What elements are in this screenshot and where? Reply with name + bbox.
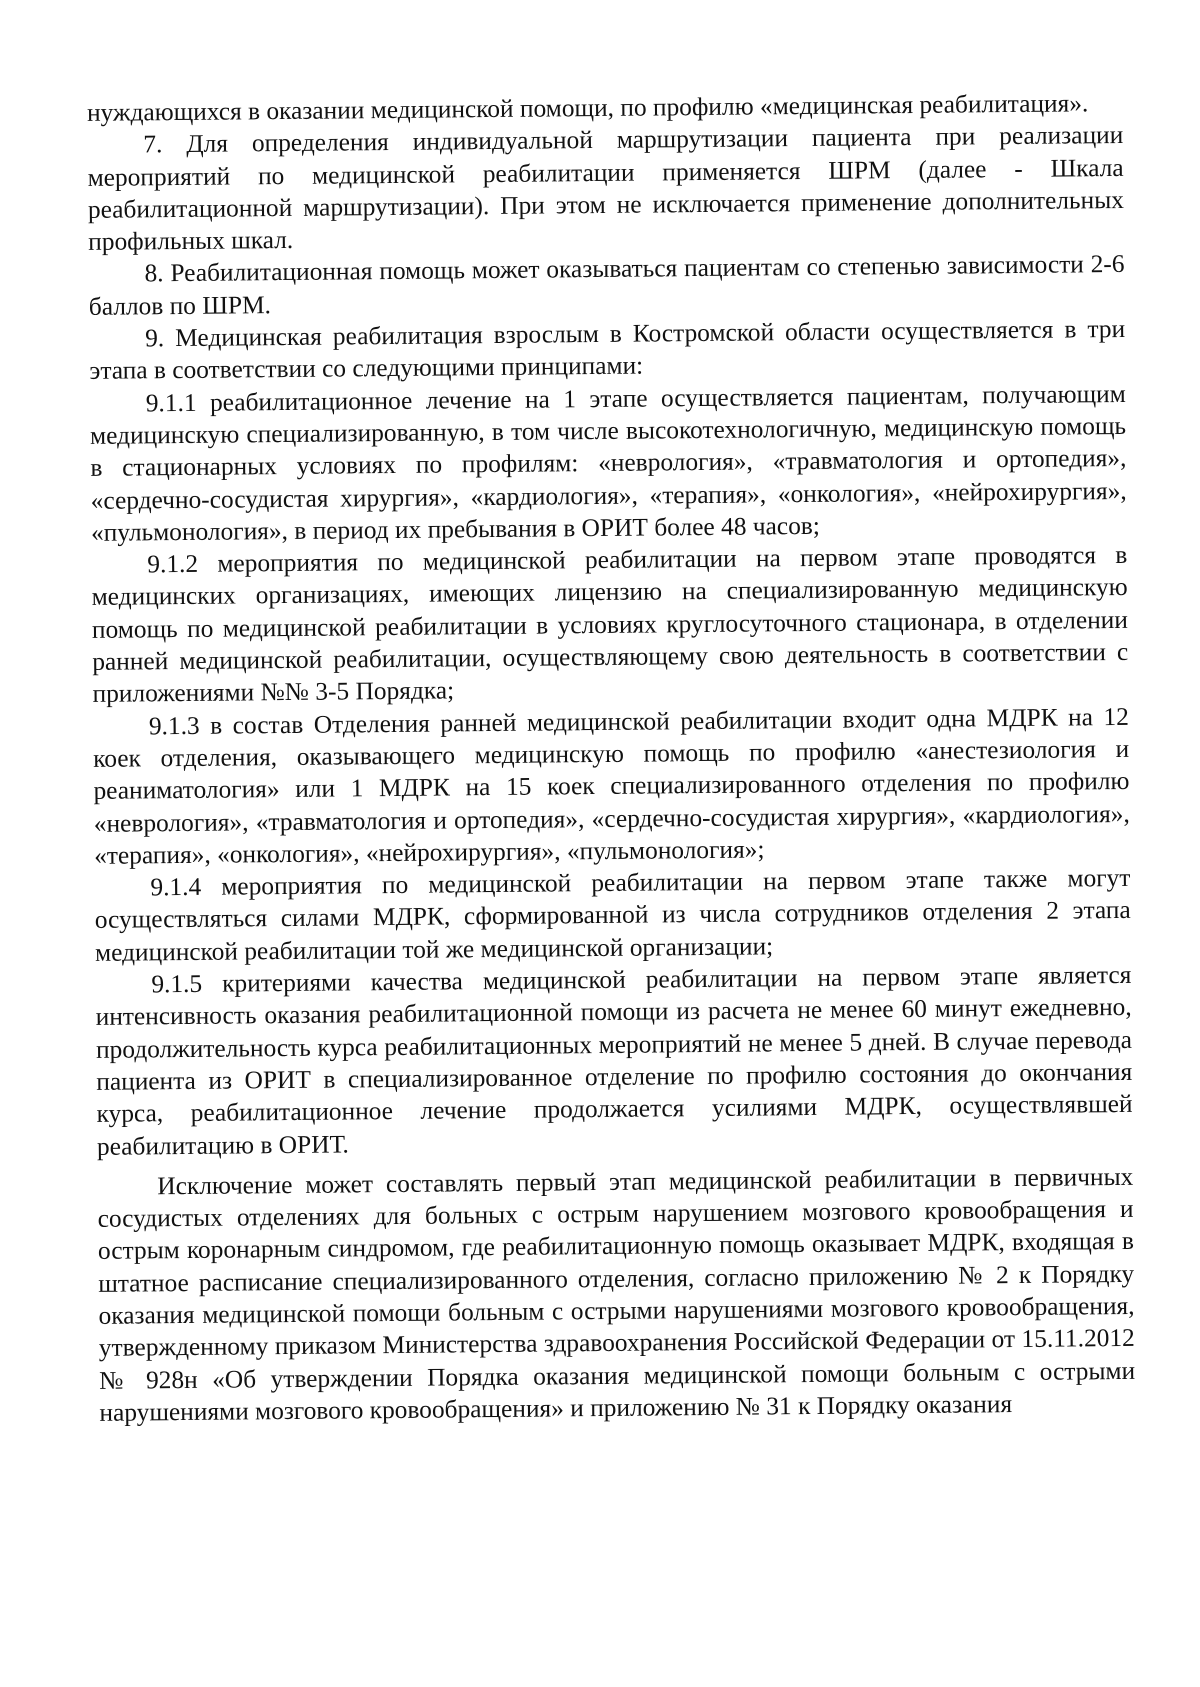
paragraph-continuation: нуждающихся в оказании медицинской помощи, по профилю «медицинская реабилитация».: [86, 89, 1089, 127]
paragraph-9-1-4: 9.1.4 мероприятия по медицинской реабилитации на первом этапе также могут осуществляться силами МДРК, сформированной из числа сотрудников отделения 2 этапа медицинской реабилитации той же медицинской организации;: [94, 864, 1131, 967]
paragraph-9: 9. Медицинская реабилитация взрослым в Костромской области осуществляется в три этапа в соответствии со следующими принципами:: [89, 315, 1126, 386]
paragraph-9-1-2: 9.1.2 мероприятия по медицинской реабилитации на первом этапе проводятся в медицинских организациях, имеющих лицензию на специализированную медицинскую помощь по медицинской реабилитации в условиях круглосуточного стационара, в отделении ранней медицинской реабилитации, осуществляющему свою деятельность в соответствии с приложениями №№ 3-5 Порядка;: [91, 541, 1129, 709]
paragraph-9-1-1: 9.1.1 реабилитационное лечение на 1 этапе осуществляется пациентам, получающим медицинскую специализированную, в том числе высокотехнологичную, медицинскую помощь в стационарных условиях по профилям: «неврология», «травматология и ортопедия», «сердечно-сосудистая хирургия», «кардиология», «терапия», «онкология», «нейрохирургия», «пульмонология», в период их пребывания в ОРИТ более 48 часов;: [89, 379, 1127, 547]
paragraph-9-1-3: 9.1.3 в состав Отделения ранней медицинской реабилитации входит одна МДРК на 12 коек отделения, оказывающего медицинскую помощь по профилю «анестезиология и реаниматология» или 1 МДРК на 15 коек специализированного отделения по профилю «неврология», «травматология и ортопедия», «сердечно-сосудистая хирургия», «кардиология», «терапия», «онкология», «нейрохирургия», «пульмонология»;: [93, 702, 1130, 870]
paragraph-9-1-5: 9.1.5 критериями качества медицинской реабилитации на первом этапе является интенсивность оказания реабилитационной помощи из расчета не менее 60 минут ежедневно, продолжительность курса реабилитационных мероприятий не менее 5 дней. В случае перевода пациента из ОРИТ в специализированное отделение по профилю состояния до окончания курса, реабилитационное лечение продолжается усилиями МДРК, осуществлявшей реабилитацию в ОРИТ.: [95, 960, 1133, 1161]
paragraph-exception: Исключение может составлять первый этап медицинской реабилитации в первичных сосудистых отделениях для больных с острым нарушением мозгового кровообращения и острым коронарным синдромом, где реабилитационную помощь оказывает МДРК, входящая в штатное расписание специализированного отделения, согласно приложению № 2 к Порядку оказания медицинской помощи больным с острыми нарушениями мозгового кровообращения, утвержденному приказом Министерства здравоохранения Российской Федерации от 15.11.2012 № 928н «Об утверждении Порядка оказания медицинской помощи больным с острыми нарушениями мозгового кровообращения» и приложению № 31 к Порядку оказания: [97, 1162, 1136, 1427]
paragraph-7: 7. Для определения индивидуальной маршрутизации пациента при реализации мероприятий по медицинской реабилитации применяется ШРМ (далее - Шкала реабилитационной маршрутизации). При этом не исключается применение дополнительных профильных шкал.: [87, 121, 1125, 257]
paragraph-8: 8. Реабилитационная помощь может оказываться пациентам со степенью зависимости 2-6 баллов по ШРМ.: [88, 250, 1125, 321]
